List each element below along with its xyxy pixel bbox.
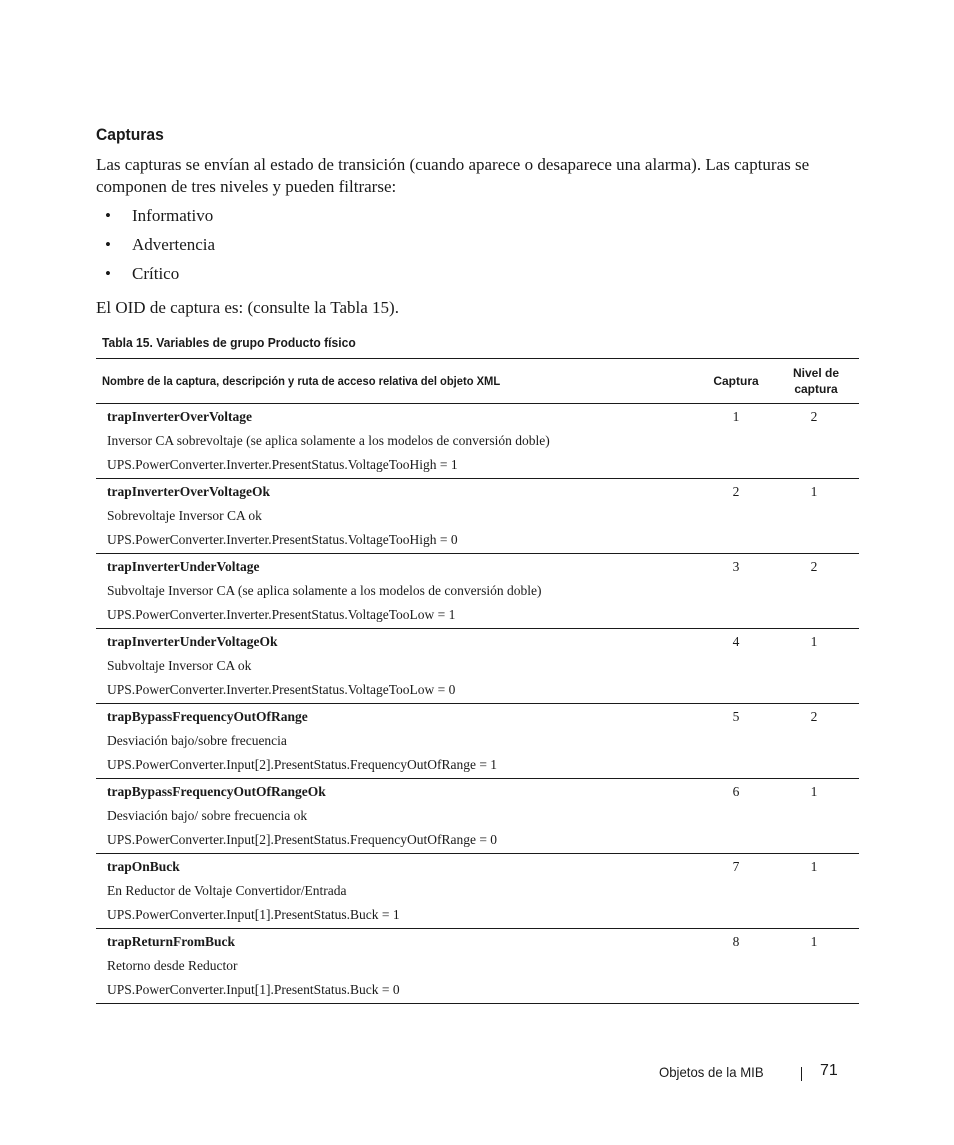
page-footer [0,1062,954,1084]
bullet-icon: • [105,235,111,254]
trap-description: En Reductor de Voltaje Convertidor/Entrada [107,883,347,898]
trap-description: Sobrevoltaje Inversor CA ok [107,508,262,523]
trap-level: 1 [810,784,818,799]
intro-paragraph: Las capturas se envían al estado de transición (cuando aparece o desaparece una alarma). Las capturas se componen de tres niveles y pueden filtrarse: [96,155,810,196]
trap-object-path: UPS.PowerConverter.Inverter.PresentStatus.VoltageTooLow = 0 [107,682,456,697]
trap-object-path: UPS.PowerConverter.Inverter.PresentStatus.VoltageTooHigh = 1 [107,457,458,472]
list-item [96,263,215,292]
trap-object-path: UPS.PowerConverter.Input[2].PresentStatus.FrequencyOutOfRange = 0 [107,832,498,847]
trap-object-path: UPS.PowerConverter.Input[2].PresentStatus.FrequencyOutOfRange = 1 [107,757,498,772]
trap-description: Subvoltaje Inversor CA ok [107,658,252,673]
trap-name: trapInverterOverVoltageOk [107,484,270,499]
list-item [96,205,215,234]
trap-description: Desviación bajo/sobre frecuencia [107,733,287,748]
column-header-trap: Captura [713,374,759,388]
section-heading: Capturas [96,125,164,144]
list-item-label: Informativo [132,206,214,225]
trap-number: 1 [732,409,740,424]
table-row [96,629,859,704]
trap-level: 2 [810,409,818,424]
column-header-level-line1: Nivel de [792,366,840,380]
trap-number: 5 [732,709,740,724]
table-header-row [96,359,859,404]
table-row [96,554,859,629]
column-header-name: Nombre de la captura, descripción y ruta de acceso relativa del objeto XML [102,374,501,388]
trap-level: 1 [810,484,818,499]
trap-name: trapReturnFromBuck [107,934,235,949]
trap-level: 1 [810,859,818,874]
trap-description: Desviación bajo/ sobre frecuencia ok [107,808,308,823]
mib-variables-table [96,358,859,1004]
trap-name: trapInverterUnderVoltageOk [107,634,278,649]
trap-level: 1 [810,934,818,949]
table-row [96,854,859,929]
trap-object-path: UPS.PowerConverter.Inverter.PresentStatus.VoltageTooLow = 1 [107,607,456,622]
trap-number: 7 [732,859,740,874]
trap-level: 2 [810,559,818,574]
trap-number: 2 [732,484,740,499]
trap-number: 8 [732,934,740,949]
trap-object-path: UPS.PowerConverter.Input[1].PresentStatus.Buck = 1 [107,907,400,922]
trap-name: trapBypassFrequencyOutOfRange [107,709,308,724]
trap-description: Retorno desde Reductor [107,958,238,973]
trap-number: 3 [732,559,740,574]
bullet-icon: • [105,264,111,283]
trap-name: trapBypassFrequencyOutOfRangeOk [107,784,326,799]
page-number: 71 [820,1062,838,1079]
trap-name: trapInverterOverVoltage [107,409,252,424]
table-row [96,704,859,779]
oid-reference-text: El OID de captura es: (consulte la Tabla 15). [96,298,399,317]
list-item-label: Advertencia [132,235,216,254]
trap-number: 4 [732,634,740,649]
table-row [96,779,859,854]
table-row [96,479,859,554]
trap-name: trapOnBuck [107,859,180,874]
table-row [96,929,859,1004]
trap-name: trapInverterUnderVoltage [107,559,260,574]
list-item-label: Crítico [132,264,180,283]
trap-number: 6 [732,784,740,799]
list-item [96,234,215,263]
bullet-icon: • [105,206,111,225]
column-header-level-line2: captura [794,382,838,396]
trap-description: Inversor CA sobrevoltaje (se aplica solamente a los modelos de conversión doble) [107,433,550,448]
table-caption: Tabla 15. Variables de grupo Producto físico [102,335,356,350]
trap-object-path: UPS.PowerConverter.Input[1].PresentStatus.Buck = 0 [107,982,400,997]
footer-section-name: Objetos de la MIB [659,1064,764,1080]
column-header-level [776,365,856,397]
table-row [96,404,859,479]
footer-divider [801,1067,802,1081]
trap-description: Subvoltaje Inversor CA (se aplica solamente a los modelos de conversión doble) [107,583,542,598]
trap-level: 2 [810,709,818,724]
trap-levels-list [96,205,215,292]
trap-object-path: UPS.PowerConverter.Inverter.PresentStatus.VoltageTooHigh = 0 [107,532,458,547]
trap-level: 1 [810,634,818,649]
